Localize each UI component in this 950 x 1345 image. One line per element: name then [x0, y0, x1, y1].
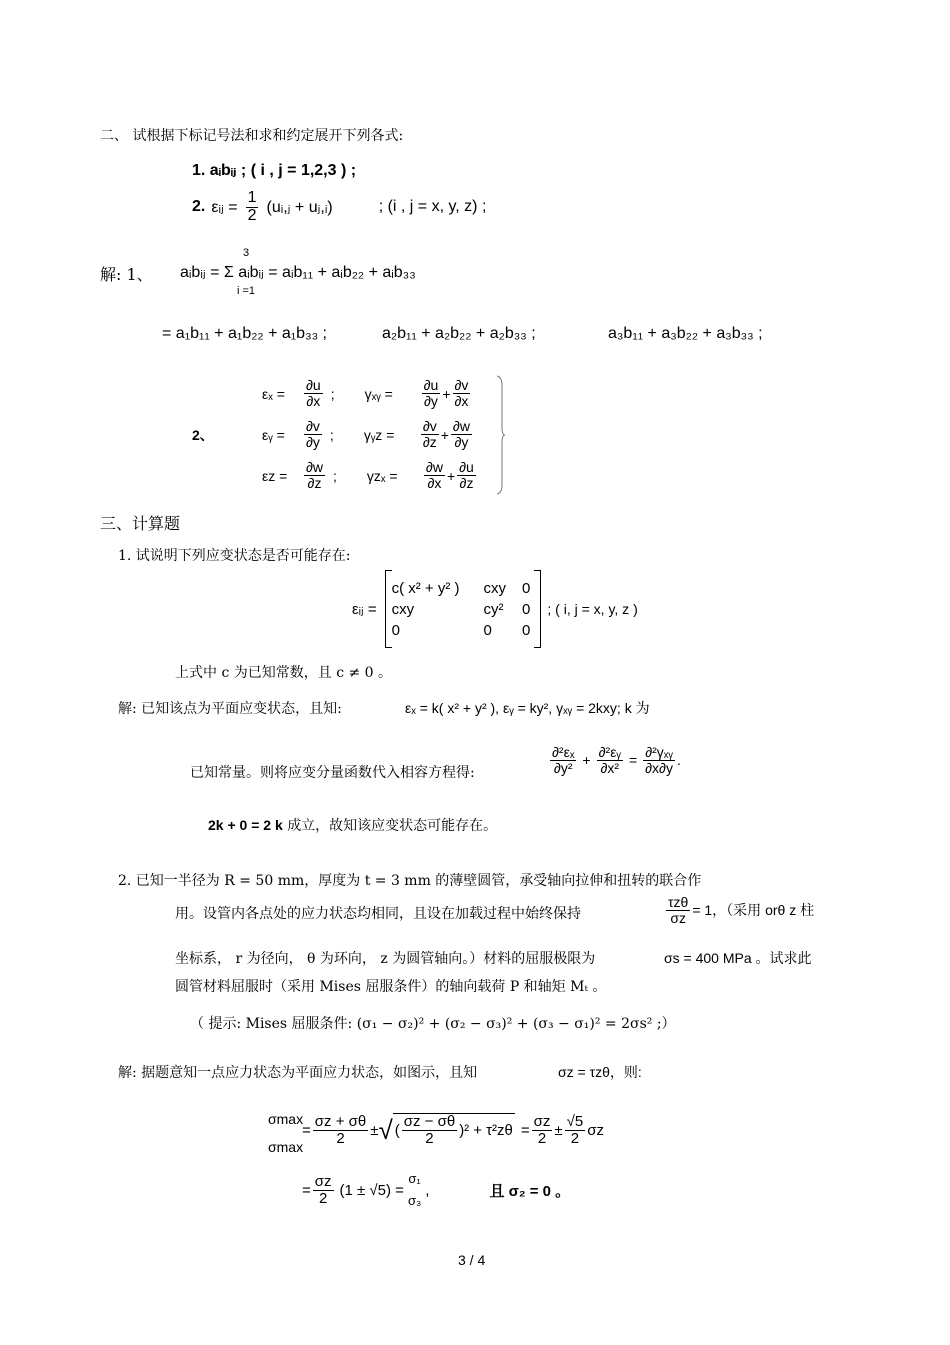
- strain-matrix: [392, 578, 535, 641]
- matrix-cell: cxy: [483, 579, 507, 597]
- matrix-cell: 0: [391, 621, 400, 639]
- frac-num: σz + σθ: [314, 1112, 367, 1130]
- matrix-row: [392, 620, 535, 641]
- frac-num: σz: [533, 1112, 551, 1130]
- frac-den: ∂x∂y: [645, 759, 673, 776]
- final-tail: 且 σ₂ = 0 。: [489, 1182, 571, 1200]
- compat-frac-3: [643, 745, 675, 775]
- frac-den: ∂y: [454, 434, 469, 450]
- mean-stress-frac: [313, 1114, 368, 1147]
- matrix-cell: cxy: [391, 600, 415, 618]
- strain-frac: [304, 378, 323, 408]
- rhs-frac-2: [565, 1114, 586, 1147]
- sigma-min-label: σmax: [268, 1139, 304, 1155]
- compat-equation: [548, 745, 681, 775]
- strain-lhs: εz =: [262, 467, 288, 484]
- frac-num: ∂u: [306, 377, 321, 394]
- matrix-cell: 0: [522, 600, 531, 618]
- strain-lhs: εₓ =: [262, 385, 285, 402]
- final-frac: [313, 1174, 334, 1207]
- frac-den: 2: [336, 1129, 345, 1147]
- paren-close: )²: [459, 1122, 470, 1139]
- sum-top: 3: [243, 247, 250, 259]
- frac-num: √5: [566, 1112, 584, 1130]
- solution-line2b: a₂b₁₁ + a₂b₂₂ + a₂b₃₃ ;: [382, 325, 536, 342]
- q1-result-text: 成立，故知该应变状态可能存在。: [287, 818, 498, 834]
- right-brace: [496, 375, 504, 495]
- strain-lhs: εᵧ =: [262, 426, 285, 443]
- semicolon: ;: [329, 426, 334, 443]
- section3-heading: 三、计算题: [100, 514, 181, 533]
- item2-frac: [246, 190, 259, 225]
- frac-num: ∂v: [422, 418, 437, 435]
- rhs-tail: σz: [587, 1121, 604, 1139]
- item2-frac-den: 2: [247, 206, 257, 224]
- frac-num: ∂w: [452, 418, 470, 435]
- matrix-cell: 0: [522, 621, 531, 639]
- semicolon: ;: [333, 467, 337, 484]
- ratio-frac: [666, 895, 690, 925]
- frac-den: ∂x: [454, 393, 469, 409]
- solution-label-2: 2、: [192, 427, 214, 443]
- solution-line2a: = a₁b₁₁ + a₁b₂₂ + a₁b₃₃ ;: [162, 325, 327, 342]
- q1-text: 1. 试说明下列应变状态是否可能存在:: [118, 548, 351, 564]
- matrix-cell: cy²: [483, 600, 504, 618]
- shear-lhs: γᵧz =: [363, 426, 395, 443]
- equals-sign: =: [628, 752, 638, 769]
- matrix-right-bracket: [534, 570, 541, 648]
- frac-num: ∂v: [454, 377, 469, 394]
- frac-den: 2: [537, 1129, 547, 1147]
- page-number: 3 / 4: [458, 1252, 486, 1268]
- plus-sign: +: [446, 467, 456, 484]
- sigma-labels: [268, 1105, 303, 1161]
- frac-num: σz: [314, 1172, 332, 1190]
- shear-frac-1: [424, 460, 445, 490]
- radical-content: [393, 1113, 515, 1147]
- matrix-left-bracket: [385, 570, 392, 648]
- matrix-cell: 0: [522, 579, 531, 597]
- frac-num: ∂²εᵧ: [598, 744, 621, 760]
- matrix-row: [392, 599, 535, 620]
- frac-den: ∂x²: [600, 759, 620, 776]
- semicolon: ;: [330, 385, 335, 402]
- q2-line2a: 用。设管内各点处的应力状态均相同，且设在加载过程中始终保持: [175, 906, 581, 922]
- shear-frac-2: [457, 460, 476, 490]
- radius-frac: [402, 1114, 457, 1147]
- q1-solution-text2: 已知常量。则将应变分量函数代入相容方程得:: [190, 765, 475, 781]
- strain-frac: [304, 460, 325, 490]
- frac-num: ∂u: [459, 459, 474, 476]
- strain-row: [262, 455, 478, 496]
- tau-term: + τ²zθ: [473, 1122, 513, 1139]
- plus-minus: ±: [554, 1121, 563, 1139]
- matrix-lhs: εᵢⱼ =: [352, 601, 377, 618]
- section2-heading: 二、 试根据下标记号法和求和约定展开下列各式:: [100, 128, 404, 144]
- item2-label: 2.: [192, 198, 206, 216]
- strain-row: [262, 414, 478, 455]
- q2-line2b: = 1，（采用 orθ z 柱: [692, 902, 815, 919]
- sigma-max-label: σmax: [268, 1111, 304, 1127]
- q2-line3b: σs = 400 MPa 。试求此: [664, 950, 812, 966]
- paren-open: (: [394, 1122, 400, 1139]
- frac-den: ∂z: [422, 434, 437, 450]
- q2-line4: 圆管材料屈服时（采用 Mises 屈服条件）的轴向载荷 P 和轴矩 Mₜ 。: [175, 979, 607, 995]
- shear-frac-2: [453, 378, 471, 408]
- rhs-frac-1: [532, 1114, 553, 1147]
- frac-num: ∂²εₓ: [552, 744, 575, 760]
- final-sigmas: [408, 1168, 421, 1212]
- solution-line1: aᵢbᵢⱼ = Σ aᵢbᵢⱼ = aᵢb₁₁ + aᵢb₂₂ + aᵢb₃₃: [180, 264, 416, 281]
- principal-stress-eq: [302, 1100, 604, 1160]
- compat-frac-1: [550, 745, 576, 775]
- plus-sign: +: [582, 752, 591, 769]
- solution-label-1: 解: 1、: [100, 265, 153, 284]
- equals-sign: =: [302, 1121, 311, 1139]
- q1-result: [208, 815, 497, 835]
- shear-frac-2: [451, 419, 472, 449]
- shear-frac-1: [421, 419, 439, 449]
- brace-icon: [496, 375, 506, 495]
- q1-solution-eq: εₓ = k( x² + y² ), εᵧ = ky², γₓᵧ = 2kxy; k 为: [405, 700, 650, 716]
- solution-line2c: a₃b₁₁ + a₃b₂₂ + a₃b₃₃ ;: [608, 325, 763, 342]
- frac-num: ∂v: [306, 418, 320, 435]
- item2-lhs: εᵢⱼ =: [211, 199, 238, 217]
- final-eq: [302, 1165, 570, 1215]
- shear-frac-1: [422, 378, 441, 408]
- q1-solution-label: 解: 已知该点为平面应变状态，且知:: [118, 701, 342, 717]
- sigma-3: σ₃: [407, 1193, 422, 1208]
- period: .: [676, 752, 681, 769]
- q1-result-bold: 2k + 0 = 2 k: [208, 817, 283, 833]
- strain-row: [262, 373, 478, 414]
- frac-num: τzθ: [668, 894, 689, 910]
- frac-num: ∂w: [306, 459, 324, 476]
- frac-den: ∂x: [306, 393, 321, 409]
- shear-lhs: γₓᵧ =: [364, 385, 393, 402]
- sum-bottom: i =1: [237, 285, 256, 297]
- radical-sign: √: [378, 1114, 393, 1145]
- matrix-range: ; ( i, j = x, y, z ): [547, 601, 638, 617]
- frac-num: ∂²γₓᵧ: [645, 744, 673, 760]
- matrix-row: [392, 578, 535, 599]
- strain-equations: [262, 373, 478, 496]
- q2-hint: （ 提示: Mises 屈服条件: (σ₁ − σ₂)² + (σ₂ − σ₃)² + (σ₃ − σ₁)² = 2σs² ;）: [190, 1016, 676, 1032]
- q1-matrix-equation: [352, 570, 638, 648]
- section2-item2: [192, 190, 486, 225]
- frac-num: ∂w: [425, 459, 443, 476]
- matrix-cell: c( x² + y² ): [391, 579, 460, 597]
- sigma-1: σ₁: [408, 1171, 421, 1186]
- plus-minus: ±: [370, 1121, 379, 1139]
- q2-line1: 2. 已知一半径为 R = 50 mm，厚度为 t = 3 mm 的薄壁圆管，承受轴向拉伸和扭转的联合作: [118, 873, 702, 889]
- frac-den: ∂x: [427, 475, 442, 491]
- section2-item1: 1. aᵢbᵢⱼ ; ( i , j = 1,2,3 ) ;: [192, 162, 357, 179]
- frac-den: ∂y²: [553, 759, 573, 776]
- final-mid: (1 ± √5) =: [339, 1181, 404, 1199]
- q2-solution-label: 解: 据题意知一点应力状态为平面应力状态，如图示，且知: [118, 1065, 478, 1081]
- q2-ratio: [664, 895, 814, 925]
- frac-den: ∂z: [307, 475, 322, 491]
- compat-frac-2: [597, 745, 623, 775]
- strain-frac: [304, 419, 322, 449]
- frac-den: 2: [318, 1189, 328, 1207]
- frac-den: ∂z: [459, 475, 474, 491]
- item2-frac-num: 1: [247, 189, 257, 206]
- frac-num: ∂u: [423, 377, 439, 394]
- equals-sign: =: [520, 1121, 530, 1139]
- matrix-cell: 0: [483, 621, 492, 639]
- frac-den: 2: [425, 1130, 434, 1147]
- q1-note: 上式中 c 为已知常数，且 c ≠ 0 。: [175, 665, 393, 681]
- equals-sign: =: [302, 1181, 311, 1199]
- frac-den: σz: [670, 909, 686, 926]
- item2-range: ; (i , j = x, y, z) ;: [378, 198, 487, 216]
- frac-den: ∂y: [306, 434, 320, 450]
- plus-sign: +: [440, 426, 449, 443]
- item2-rhs: (uᵢ,ⱼ + uⱼ,ᵢ): [266, 199, 333, 217]
- frac-den: 2: [570, 1129, 580, 1147]
- frac-num: σz − σθ: [403, 1113, 456, 1131]
- q2-solution-cond: σz = τzθ，则:: [558, 1064, 642, 1080]
- plus-sign: +: [442, 385, 451, 402]
- frac-den: ∂y: [424, 393, 438, 409]
- q2-line3: 坐标系， r 为径向， θ 为环向， z 为圆管轴向。）材料的屈服极限为: [175, 951, 596, 967]
- shear-lhs: γzₓ =: [366, 467, 398, 484]
- comma: ,: [425, 1181, 430, 1199]
